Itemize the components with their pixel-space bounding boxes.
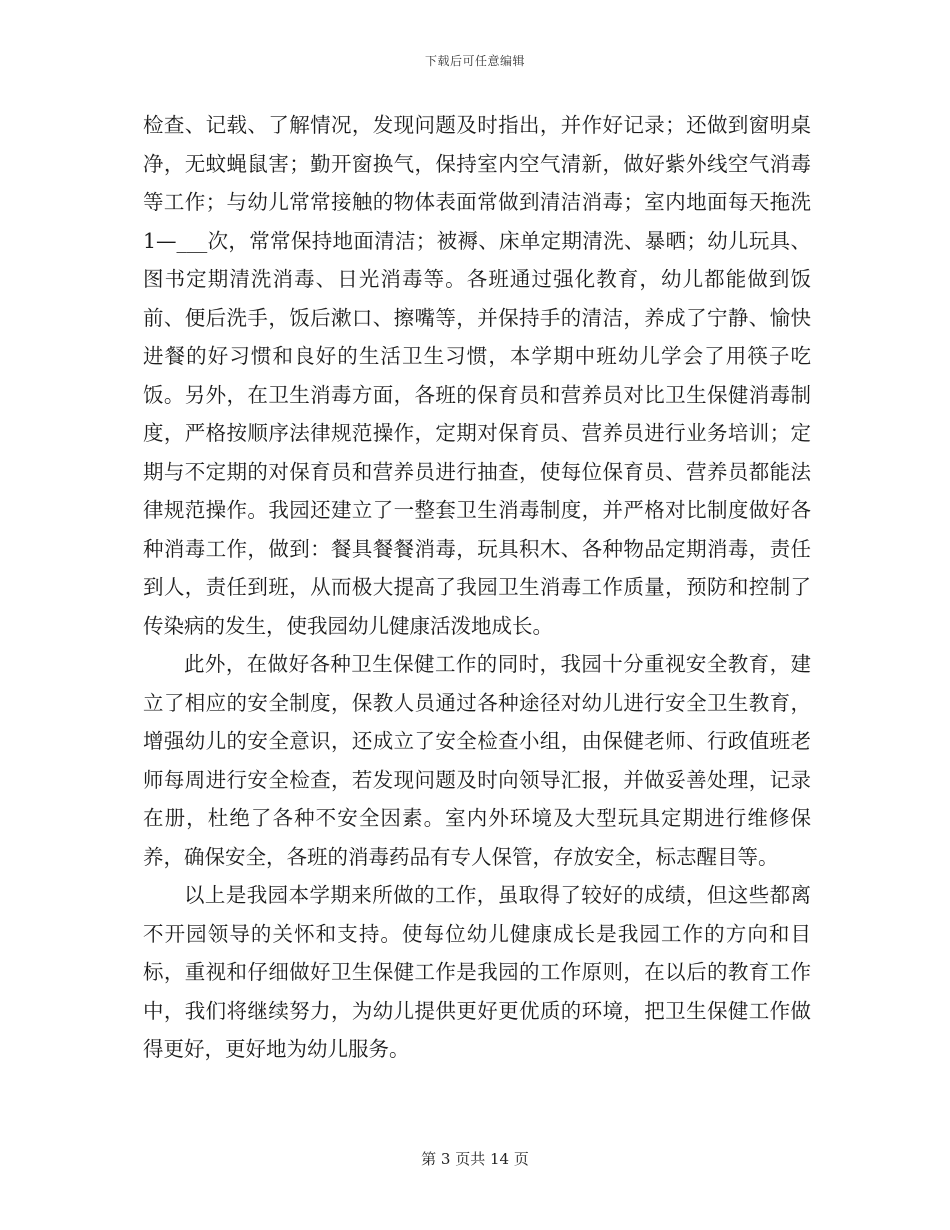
document-body <box>143 106 811 1069</box>
page-header-note: 下载后可任意编辑 <box>424 54 525 68</box>
paragraph-hygiene-disinfection: 检查、记载、了解情况，发现问题及时指出，并作好记录；还做到窗明桌净，无蚊蝇鼠害；勤开窗换气，保持室内空气清新，做好紫外线空气消毒等工作；与幼儿常常接触的物体表面常做到清洁消毒；室内地面每天拖洗1—___次，常常保持地面清洁；被褥、床单定期清洗、暴晒；幼儿玩具、图书定期清洗消毒、日光消毒等。各班通过强化教育，幼儿都能做到饭前、便后洗手，饭后漱口、擦嘴等，并保持手的清洁，养成了宁静、愉快进餐的好习惯和良好的生活卫生习惯，本学期中班幼儿学会了用筷子吃饭。另外，在卫生消毒方面，各班的保育员和营养员对比卫生保健消毒制度，严格按顺序法律规范操作，定期对保育员、营养员进行业务培训；定期与不定期的对保育员和营养员进行抽查，使每位保育员、营养员都能法律规范操作。我园还建立了一整套卫生消毒制度，并严格对比制度做好各种消毒工作，做到：餐具餐餐消毒，玩具积木、各种物品定期消毒，责任到人，责任到班，从而极大提高了我园卫生消毒工作质量，预防和控制了传染病的发生，使我园幼儿健康活泼地成长。 <box>143 113 811 638</box>
paragraph-safety-education: 此外，在做好各种卫生保健工作的同时，我园十分重视安全教育，建立了相应的安全制度，保教人员通过各种途径对幼儿进行安全卫生教育，增强幼儿的安全意识，还成立了安全检查小组，由保健老师、行政值班老师每周进行安全检查，若发现问题及时向领导汇报，并做妥善处理，记录在册，杜绝了各种不安全因素。室内外环境及大型玩具定期进行维修保养，确保安全，各班的消毒药品有专人保管，存放安全，标志醒目等。 <box>143 652 811 869</box>
page-number: 第 3 页共 14 页 <box>421 1150 529 1168</box>
paragraph-conclusion: 以上是我园本学期来所做的工作，虽取得了较好的成绩，但这些都离不开园领导的关怀和支持。使每位幼儿健康成长是我园工作的方向和目标，重视和仔细做好卫生保健工作是我园的工作原则，在以后的教育工作中，我们将继续努力，为幼儿提供更好更优质的环境，把卫生保健工作做得更好，更好地为幼儿服务。 <box>143 883 811 1061</box>
